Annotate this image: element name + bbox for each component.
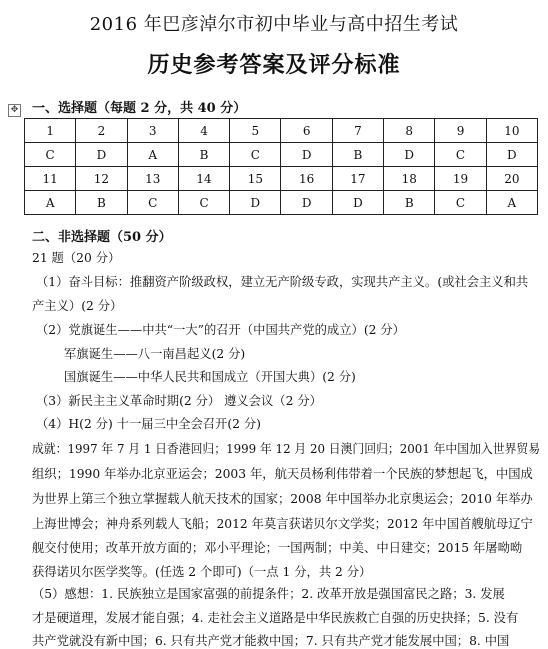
answer-line: （1）奋斗目标：推翻资产阶级政权，建立无产阶级专政，实现共产主义。(或社会主义和共 [36, 275, 529, 289]
table-cell: C [230, 143, 281, 167]
table-cell: 17 [332, 167, 383, 191]
answer-line: 国旗诞生——中华人民共和国成立（开国大典）(2 分) [64, 370, 356, 384]
table-cell: 8 [384, 119, 435, 143]
table-cell: 4 [178, 119, 229, 143]
table-cell: 11 [25, 167, 76, 191]
answer-line: 军旗诞生——八一南昌起义(2 分) [64, 347, 246, 361]
table-row [25, 119, 538, 143]
answer-table [24, 118, 538, 215]
answer-line: （5）感想：1. 民族独立是国家富强的前提条件；2. 改革开放是强国富民之路；3. 发展 [32, 587, 505, 601]
document-title: 2016 年巴彦淖尔市初中毕业与高中招生考试 [89, 14, 459, 35]
table-cell: 2 [76, 119, 127, 143]
document-subtitle: 历史参考答案及评分标准 [147, 52, 401, 78]
table-cell: 18 [384, 167, 435, 191]
table-move-handle-icon[interactable]: ✥ [8, 104, 21, 117]
answer-line: 上海世博会；神舟系列载人飞船；2012 年莫言获诺贝尔文学奖；2012 年中国首艘航母辽宁 [32, 517, 533, 531]
table-cell: 15 [230, 167, 281, 191]
section-heading-nonchoice: 二、非选择题（50 分） [32, 230, 172, 245]
answer-line: （3）新民主主义革命时期(2 分） 遵义会议（2 分） [36, 394, 322, 408]
table-cell: 12 [76, 167, 127, 191]
table-cell: C [435, 143, 486, 167]
table-row [25, 143, 538, 167]
answer-line: 舰交付使用；改革开放方面的；邓小平理论；一国两制；中美、中日建交；2015 年屠呦呦 [32, 541, 523, 555]
answer-line: 成就：1997 年 7 月 1 日香港回归；1999 年 12 月 20 日澳门回归；2001 年中国加入世界贸易 [32, 442, 541, 456]
table-cell: 7 [332, 119, 383, 143]
table-cell: 1 [25, 119, 76, 143]
table-cell: C [127, 191, 178, 215]
answer-line: 21 题（20 分） [32, 251, 121, 265]
table-cell: 13 [127, 167, 178, 191]
table-cell: C [435, 191, 486, 215]
table-cell: A [25, 191, 76, 215]
table-row [25, 191, 538, 215]
table-cell: 3 [127, 119, 178, 143]
table-cell: D [281, 143, 332, 167]
table-cell: B [384, 191, 435, 215]
table-cell: B [76, 191, 127, 215]
answer-line: 为世界上第三个独立掌握载人航天技术的国家；2008 年中国举办北京奥运会；2010 年举办 [32, 492, 533, 506]
table-cell: 10 [486, 119, 537, 143]
table-cell: D [76, 143, 127, 167]
table-cell: C [178, 191, 229, 215]
table-row [25, 167, 538, 191]
table-cell: 14 [178, 167, 229, 191]
table-cell: A [127, 143, 178, 167]
answer-line: 共产党就没有新中国；6. 只有共产党才能救中国；7. 只有共产党才能发展中国；8. 中国 [32, 634, 510, 648]
answer-line: 获得诺贝尔医学奖等。(任选 2 个即可)（一点 1 分，共 2 分） [32, 565, 372, 579]
table-cell: 20 [486, 167, 537, 191]
table-cell: 16 [281, 167, 332, 191]
table-cell: D [486, 143, 537, 167]
table-cell: D [230, 191, 281, 215]
answer-line: （2）党旗诞生——中共“一大”的召开（中国共产党的成立）(2 分） [36, 323, 405, 337]
table-cell: 9 [435, 119, 486, 143]
section-heading-choice: 一、选择题（每题 2 分，共 40 分） [32, 101, 247, 116]
table-cell: D [332, 191, 383, 215]
answer-line: 才是硬道理，发展才能自强；4. 走社会主义道路是中华民族救亡自强的历史抉择；5. 没有 [32, 611, 519, 625]
table-cell: 19 [435, 167, 486, 191]
answer-line: （4）H(2 分) 十一届三中全会召开(2 分) [36, 417, 261, 431]
table-cell: A [486, 191, 537, 215]
table-cell: B [332, 143, 383, 167]
table-cell: D [384, 143, 435, 167]
answer-line: 组织；1990 年举办北京亚运会；2003 年，航天员杨利伟带着一个民族的梦想起飞，中国成 [32, 467, 533, 481]
table-cell: 6 [281, 119, 332, 143]
answer-line: 产主义）(2 分） [32, 299, 123, 313]
table-cell: 5 [230, 119, 281, 143]
table-cell: D [281, 191, 332, 215]
table-cell: C [25, 143, 76, 167]
table-cell: B [178, 143, 229, 167]
